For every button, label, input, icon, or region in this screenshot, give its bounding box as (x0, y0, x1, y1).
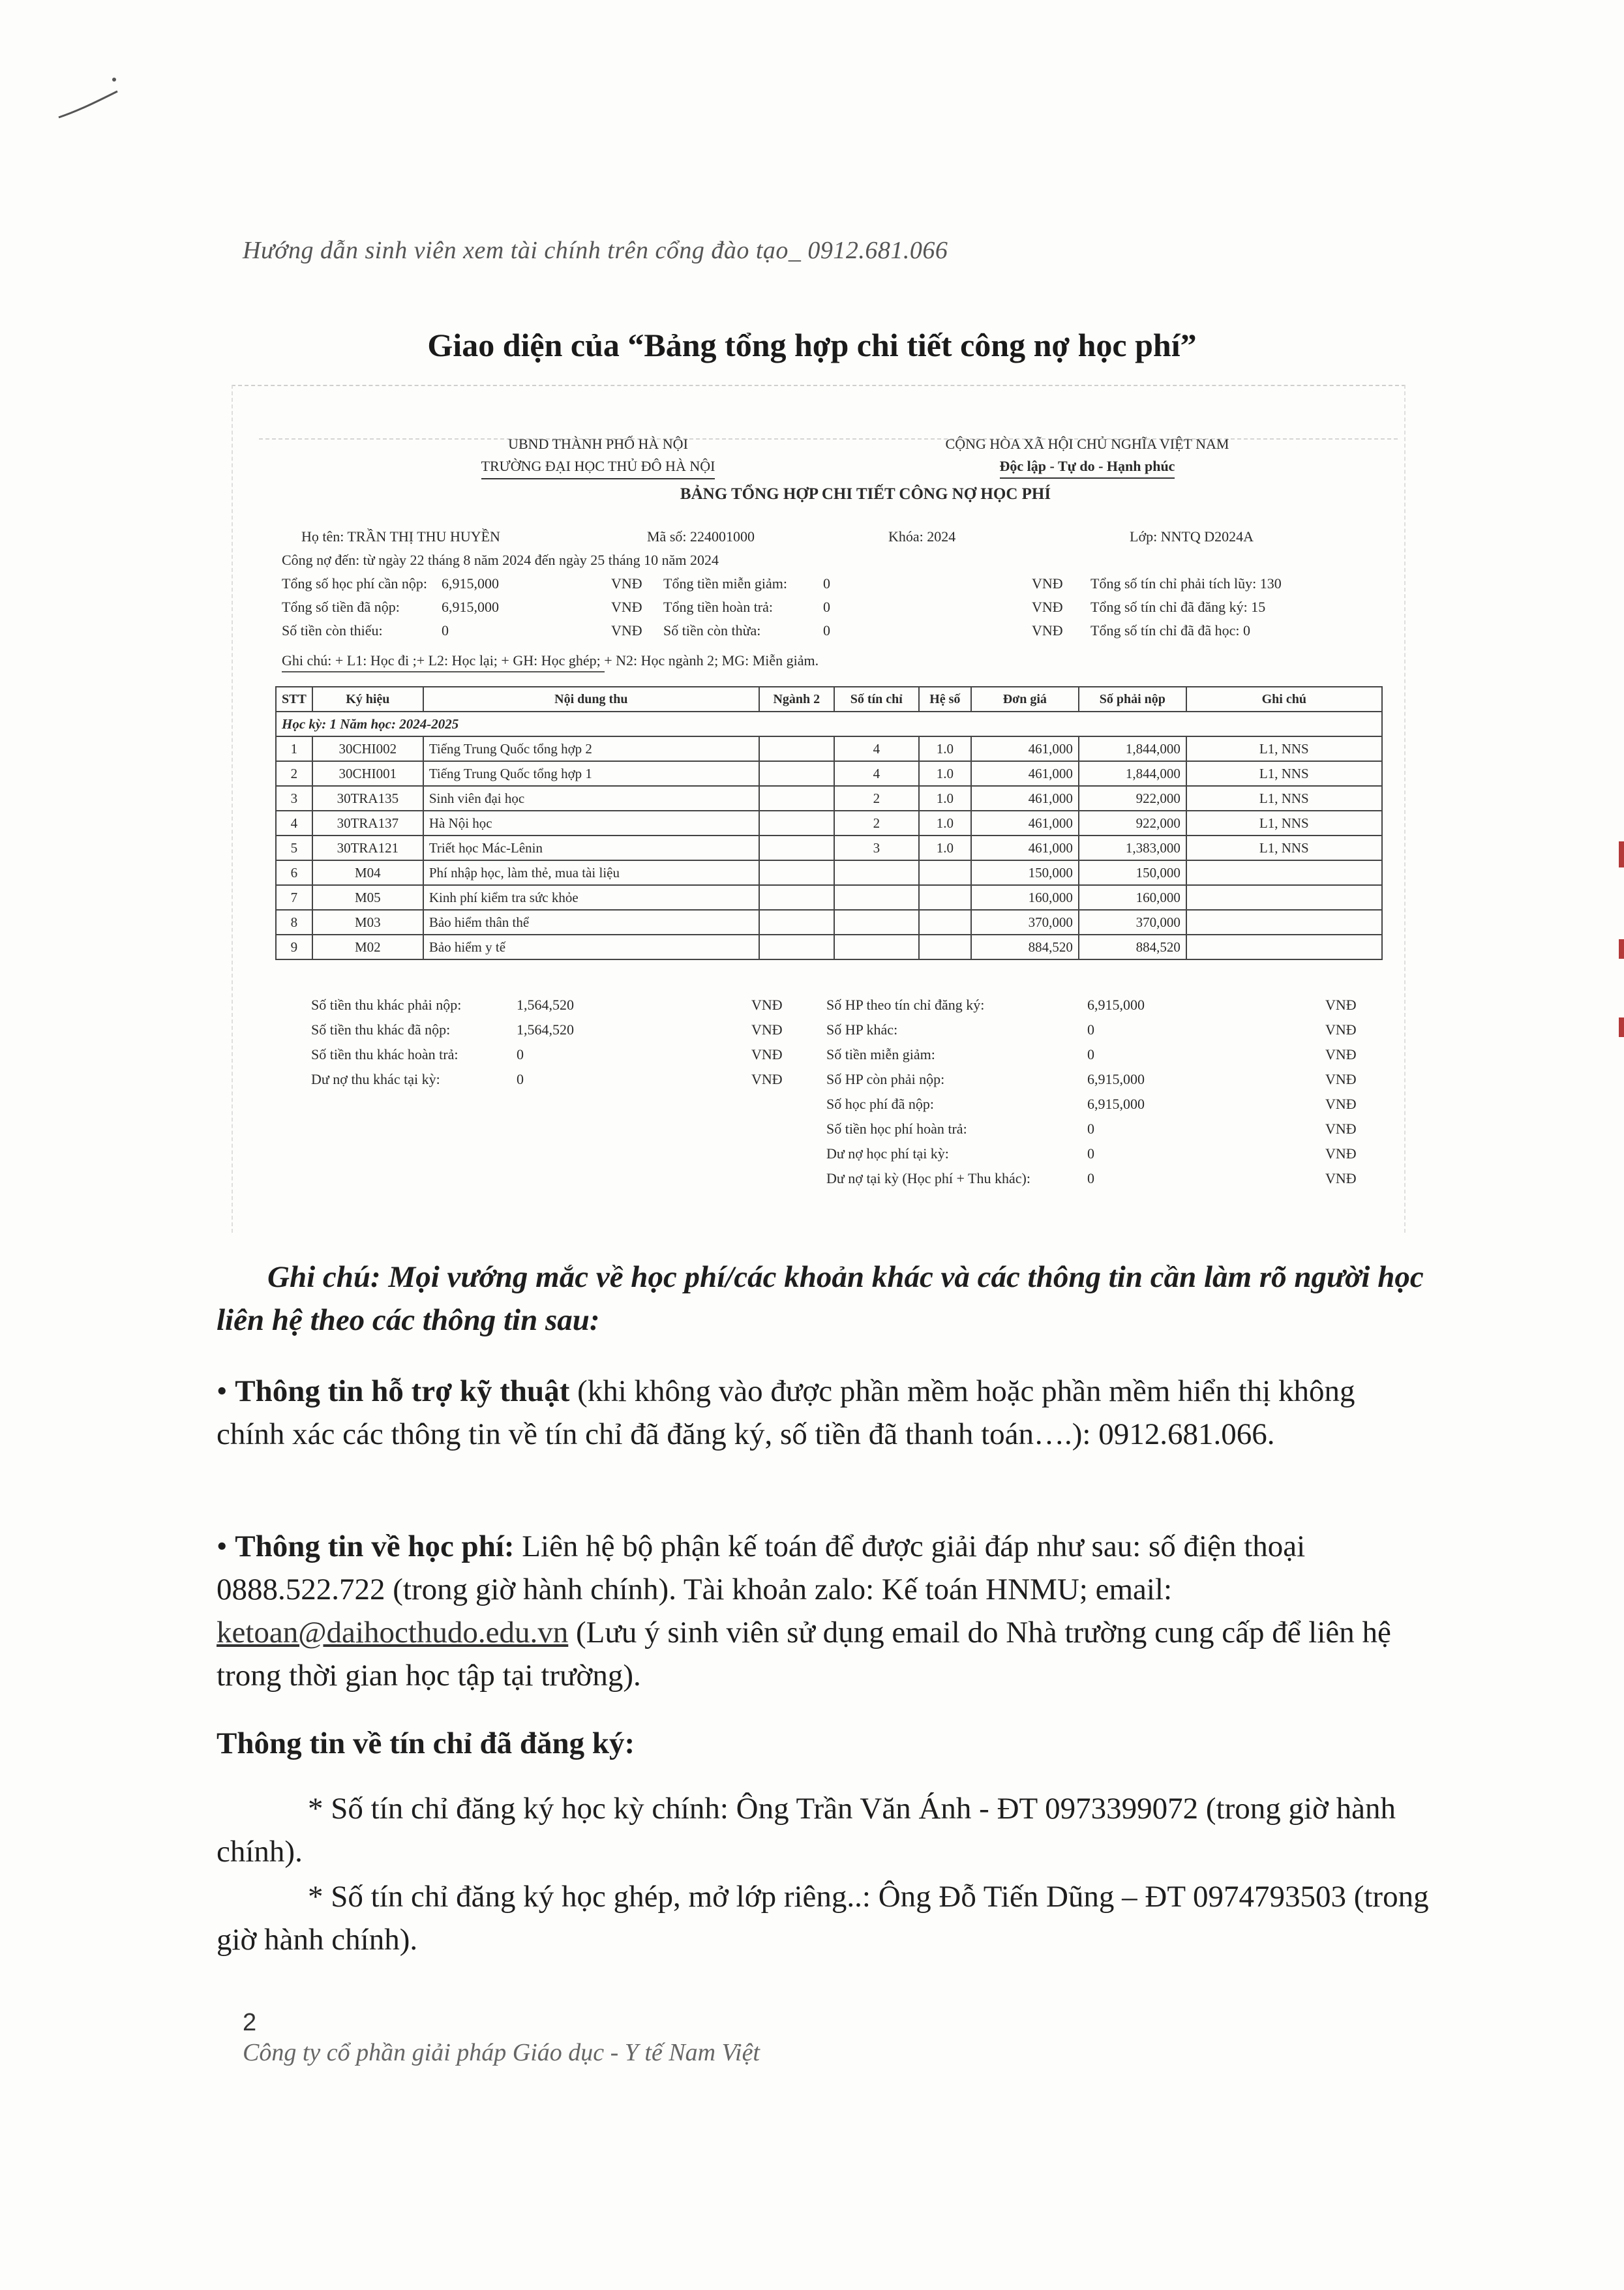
summary-unit: VNĐ (1325, 1121, 1357, 1137)
summary-unit: VNĐ (1325, 1046, 1357, 1062)
cell-content: Kinh phí kiểm tra sức khỏe (423, 885, 759, 910)
cell-code: M02 (312, 935, 423, 959)
summary-row (826, 1166, 1404, 1191)
cell-n2 (759, 935, 834, 959)
cell-due: 1,383,000 (1079, 836, 1186, 860)
summary-unit: VNĐ (1325, 997, 1357, 1013)
bullet: • (217, 1529, 228, 1563)
cell-n2 (759, 910, 834, 935)
summary-row (826, 1017, 1404, 1042)
credits-item-1: * Số tín chỉ đăng ký học kỳ chính: Ông Trần Văn Ánh - ĐT 0973399072 (trong giờ hành chính). (217, 1792, 1396, 1869)
cell-content: Tiếng Trung Quốc tổng hợp 2 (423, 736, 759, 761)
fee-table-body (276, 712, 1382, 959)
cell-due: 884,520 (1079, 935, 1186, 959)
summary-value: 6,915,000 (1087, 1071, 1145, 1087)
summary-value: 0 (517, 1071, 524, 1087)
cell-stt: 1 (276, 736, 312, 761)
cell-code: M05 (312, 885, 423, 910)
semester-label: Học kỳ: 1 Năm học: 2024-2025 (276, 712, 1382, 736)
summary-unit: VNĐ (751, 997, 783, 1013)
info-r-text: Tổng số tín chỉ đã đăng ký: 15 (1090, 599, 1266, 615)
note-title: Ghi chú: Mọi vướng mắc về học phí/các khoản khác và các thông tin cần làm rõ người học liên hệ theo các thông tin sau: (217, 1260, 1424, 1337)
scan-edge-mark (1619, 939, 1624, 959)
summary-value: 6,915,000 (1087, 997, 1145, 1013)
student-info (282, 525, 1391, 672)
summary-row (826, 1042, 1404, 1067)
cell-stt: 5 (276, 836, 312, 860)
info-m-value: 0 (823, 575, 830, 592)
summary-label: Số tiền thu khác hoàn trả: (311, 1046, 459, 1062)
tech-support-paragraph (217, 1370, 1430, 1456)
org-line-2: TRƯỜNG ĐẠI HỌC THỦ ĐÔ HÀ NỘI (481, 455, 715, 479)
cell-coef: 1.0 (919, 786, 971, 811)
info-l-label: Tổng số học phí cần nộp: (282, 575, 428, 592)
bullet: • (217, 1374, 228, 1408)
cell-due: 1,844,000 (1079, 761, 1186, 786)
scan-edge-mark (1619, 841, 1624, 867)
summary-row (311, 1067, 830, 1092)
cell-coef: 1.0 (919, 836, 971, 860)
scan-pen-mark (52, 65, 124, 124)
cell-note (1186, 935, 1382, 959)
cell-stt: 6 (276, 860, 312, 885)
cell-price: 160,000 (971, 885, 1079, 910)
student-id: Mã số: 224001000 (647, 528, 755, 545)
info-m-value: 0 (823, 622, 830, 639)
summary-unit: VNĐ (751, 1021, 783, 1038)
table-row (276, 885, 1382, 910)
info-r-text: Tổng số tín chỉ phải tích lũy: 130 (1090, 575, 1282, 592)
col-stt: STT (276, 687, 312, 712)
cell-n2 (759, 860, 834, 885)
summary-value: 0 (1087, 1021, 1094, 1038)
summary-value: 1,564,520 (517, 997, 574, 1013)
cell-note: L1, NNS (1186, 761, 1382, 786)
summary-row (826, 1141, 1404, 1166)
credits-item-2: * Số tín chỉ đăng ký học ghép, mở lớp riêng..: Ông Đỗ Tiến Dũng – ĐT 0974793503 (trong giờ hành chính). (217, 1880, 1429, 1957)
report-screenshot (232, 385, 1406, 1233)
page-title: Giao diện của “Bảng tổng hợp chi tiết công nợ học phí” (427, 327, 1197, 363)
nation-line-2: Độc lập - Tự do - Hạnh phúc (1000, 455, 1175, 479)
summary-label: Số HP khác: (826, 1021, 898, 1038)
cell-credits (834, 910, 919, 935)
table-row (276, 736, 1382, 761)
summary-row (311, 993, 830, 1017)
cell-stt: 8 (276, 910, 312, 935)
student-name: Họ tên: TRẦN THỊ THU HUYỀN (301, 528, 500, 545)
info-m-unit: VNĐ (1032, 575, 1063, 592)
summary-row (826, 1117, 1404, 1141)
footer-note: Công ty cổ phần giải pháp Giáo dục - Y tế Nam Việt (243, 2039, 760, 2066)
summary-value: 1,564,520 (517, 1021, 574, 1038)
summary-label: Số tiền thu khác đã nộp: (311, 1021, 451, 1038)
summary-label: Số tiền học phí hoàn trả: (826, 1121, 967, 1137)
table-row (276, 761, 1382, 786)
summary-unit: VNĐ (1325, 1170, 1357, 1186)
tech-support-text: (khi không vào được phần mềm hoặc phần mềm hiển thị không chính xác các thông tin về tín chỉ đã đăng ký, số tiền đã thanh toán….): 0912.681.066. (217, 1374, 1355, 1451)
table-row (276, 935, 1382, 959)
col-coef: Hệ số (919, 687, 971, 712)
summary-label: Dư nợ thu khác tại kỳ: (311, 1071, 440, 1087)
cell-stt: 7 (276, 885, 312, 910)
cell-coef: 1.0 (919, 761, 971, 786)
student-course: Khóa: 2024 (888, 528, 956, 545)
info-m-label: Tổng tiền hoàn trả: (663, 599, 774, 615)
summary-label: Số HP theo tín chỉ đăng ký: (826, 997, 985, 1013)
cell-note: L1, NNS (1186, 811, 1382, 836)
summary-unit: VNĐ (1325, 1071, 1357, 1087)
cell-n2 (759, 736, 834, 761)
summary-label: Số HP còn phải nộp: (826, 1071, 945, 1087)
cell-due: 922,000 (1079, 786, 1186, 811)
info-row (282, 595, 1391, 619)
summary-unit: VNĐ (1325, 1021, 1357, 1038)
summary-row (311, 1017, 830, 1042)
cell-code: 30TRA121 (312, 836, 423, 860)
summary-row (311, 1042, 830, 1067)
nation-line-1: CỘNG HÒA XÃ HỘI CHỦ NGHĨA VIỆT NAM (945, 436, 1229, 452)
cell-code: 30TRA135 (312, 786, 423, 811)
cell-content: Hà Nội học (423, 811, 759, 836)
summary-row (826, 1067, 1404, 1092)
fee-info-label: Thông tin về học phí: (235, 1529, 515, 1563)
col-n2: Ngành 2 (759, 687, 834, 712)
cell-n2 (759, 836, 834, 860)
cell-credits (834, 860, 919, 885)
fee-info-text-after: (Lưu ý sinh viên sử dụng email do Nhà trường cung cấp để liên hệ trong thời gian học tập tại trường). (217, 1616, 1391, 1693)
summary-label: Số tiền thu khác phải nộp: (311, 997, 462, 1013)
summary-unit: VNĐ (1325, 1096, 1357, 1112)
cell-price: 884,520 (971, 935, 1079, 959)
cell-credits: 2 (834, 811, 919, 836)
info-row (282, 619, 1391, 642)
info-l-unit: VNĐ (611, 575, 642, 592)
info-m-value: 0 (823, 599, 830, 615)
fee-info-text-before: Liên hệ bộ phận kế toán để được giải đáp như sau: số điện thoại 0888.522.722 (trong giờ hành chính). Tài khoản zalo: Kế toán HNMU; email: (217, 1529, 1306, 1606)
fee-table (275, 686, 1383, 960)
report-nation-header (885, 433, 1289, 479)
table-row (276, 786, 1382, 811)
cell-due: 922,000 (1079, 811, 1186, 836)
table-row (276, 811, 1382, 836)
cell-note (1186, 910, 1382, 935)
cell-n2 (759, 786, 834, 811)
info-m-label: Tổng tiền miễn giảm: (663, 575, 788, 592)
cell-code: M04 (312, 860, 423, 885)
cell-price: 461,000 (971, 786, 1079, 811)
info-l-value: 6,915,000 (442, 575, 499, 592)
col-code: Ký hiệu (312, 687, 423, 712)
cell-due: 150,000 (1079, 860, 1186, 885)
info-l-label: Tổng số tiền đã nộp: (282, 599, 400, 615)
table-row (276, 910, 1382, 935)
summary-unit: VNĐ (751, 1046, 783, 1062)
legend: Ghi chú: + L1: Học đi ;+ L2: Học lại; + GH: Học ghép; + N2: Học ngành 2; MG: Miễn giảm. (282, 649, 605, 672)
summary-right (826, 993, 1404, 1191)
info-m-label: Số tiền còn thừa: (663, 622, 761, 639)
info-l-unit: VNĐ (611, 622, 642, 639)
table-header-row (276, 687, 1382, 712)
cell-due: 160,000 (1079, 885, 1186, 910)
info-row (282, 572, 1391, 595)
summary-value: 0 (1087, 1170, 1094, 1186)
cell-content: Tiếng Trung Quốc tổng hợp 1 (423, 761, 759, 786)
cell-note: L1, NNS (1186, 836, 1382, 860)
summary-label: Số tiền miễn giảm: (826, 1046, 935, 1062)
summary-unit: VNĐ (751, 1071, 783, 1087)
semester-row (276, 712, 1382, 736)
cell-note: L1, NNS (1186, 736, 1382, 761)
cell-code: 30CHI001 (312, 761, 423, 786)
cell-code: M03 (312, 910, 423, 935)
cell-note (1186, 860, 1382, 885)
cell-note: L1, NNS (1186, 786, 1382, 811)
cell-due: 370,000 (1079, 910, 1186, 935)
tech-support-label: Thông tin hỗ trợ kỹ thuật (235, 1374, 570, 1408)
col-content: Nội dung thu (423, 687, 759, 712)
cell-coef (919, 935, 971, 959)
cell-price: 461,000 (971, 836, 1079, 860)
col-credits: Số tín chỉ (834, 687, 919, 712)
info-rows (282, 572, 1391, 642)
cell-credits: 3 (834, 836, 919, 860)
cell-stt: 2 (276, 761, 312, 786)
cell-content: Sinh viên đại học (423, 786, 759, 811)
summary-label: Dư nợ tại kỳ (Học phí + Thu khác): (826, 1170, 1030, 1186)
report-org-header (442, 433, 755, 479)
cell-n2 (759, 811, 834, 836)
cell-stt: 3 (276, 786, 312, 811)
cell-credits (834, 885, 919, 910)
summary-left (311, 993, 830, 1092)
summary-value: 0 (1087, 1121, 1094, 1137)
cell-credits: 4 (834, 736, 919, 761)
summary-row (826, 993, 1404, 1017)
info-l-value: 6,915,000 (442, 599, 499, 615)
table-row (276, 860, 1382, 885)
table-row (276, 836, 1382, 860)
cell-coef (919, 860, 971, 885)
summary-label: Dư nợ học phí tại kỳ: (826, 1145, 949, 1162)
cell-due: 1,844,000 (1079, 736, 1186, 761)
cell-note (1186, 885, 1382, 910)
cell-content: Triết học Mác-Lênin (423, 836, 759, 860)
student-class: Lớp: NNTQ D2024A (1130, 528, 1254, 545)
scan-edge-mark (1619, 1017, 1624, 1037)
cell-code: 30TRA137 (312, 811, 423, 836)
cell-code: 30CHI002 (312, 736, 423, 761)
summary-value: 0 (1087, 1145, 1094, 1162)
debt-period: Công nợ đến: từ ngày 22 tháng 8 năm 2024 đến ngày 25 tháng 10 năm 2024 (282, 552, 719, 568)
fee-info-paragraph (217, 1525, 1430, 1697)
summary-value: 0 (1087, 1046, 1094, 1062)
summary-row (826, 1092, 1404, 1117)
info-l-unit: VNĐ (611, 599, 642, 615)
cell-stt: 9 (276, 935, 312, 959)
cell-stt: 4 (276, 811, 312, 836)
col-note: Ghi chú (1186, 687, 1382, 712)
cell-price: 150,000 (971, 860, 1079, 885)
cell-coef: 1.0 (919, 736, 971, 761)
cell-price: 461,000 (971, 736, 1079, 761)
col-price: Đơn giá (971, 687, 1079, 712)
cell-content: Phí nhập học, làm thẻ, mua tài liệu (423, 860, 759, 885)
summary-label: Số học phí đã nộp: (826, 1096, 934, 1112)
cell-coef: 1.0 (919, 811, 971, 836)
email-link[interactable]: ketoan@daihocthudo.edu.vn (217, 1616, 569, 1650)
cell-price: 461,000 (971, 811, 1079, 836)
col-due: Số phải nộp (1079, 687, 1186, 712)
cell-n2 (759, 885, 834, 910)
info-r-text: Tổng số tín chỉ đã đã học: 0 (1090, 622, 1251, 639)
page-number: 2 (243, 2009, 257, 2036)
summary-unit: VNĐ (1325, 1145, 1357, 1162)
cell-price: 370,000 (971, 910, 1079, 935)
cell-n2 (759, 761, 834, 786)
cell-credits: 4 (834, 761, 919, 786)
summary-value: 6,915,000 (1087, 1096, 1145, 1112)
cell-content: Bảo hiểm thân thể (423, 910, 759, 935)
credits-title: Thông tin về tín chỉ đã đăng ký: (217, 1726, 635, 1760)
cell-coef (919, 885, 971, 910)
summary-value: 0 (517, 1046, 524, 1062)
header-note: Hướng dẫn sinh viên xem tài chính trên cổng đào tạo_ 0912.681.066 (243, 237, 948, 264)
info-m-unit: VNĐ (1032, 622, 1063, 639)
cell-credits (834, 935, 919, 959)
cell-credits: 2 (834, 786, 919, 811)
cell-coef (919, 910, 971, 935)
cell-price: 461,000 (971, 761, 1079, 786)
report-title: BẢNG TỔNG HỢP CHI TIẾT CÔNG NỢ HỌC PHÍ (680, 485, 1051, 503)
org-line-1: UBND THÀNH PHỐ HÀ NỘI (508, 436, 688, 452)
info-l-value: 0 (442, 622, 449, 639)
info-l-label: Số tiền còn thiếu: (282, 622, 383, 639)
cell-content: Bảo hiểm y tế (423, 935, 759, 959)
info-m-unit: VNĐ (1032, 599, 1063, 615)
